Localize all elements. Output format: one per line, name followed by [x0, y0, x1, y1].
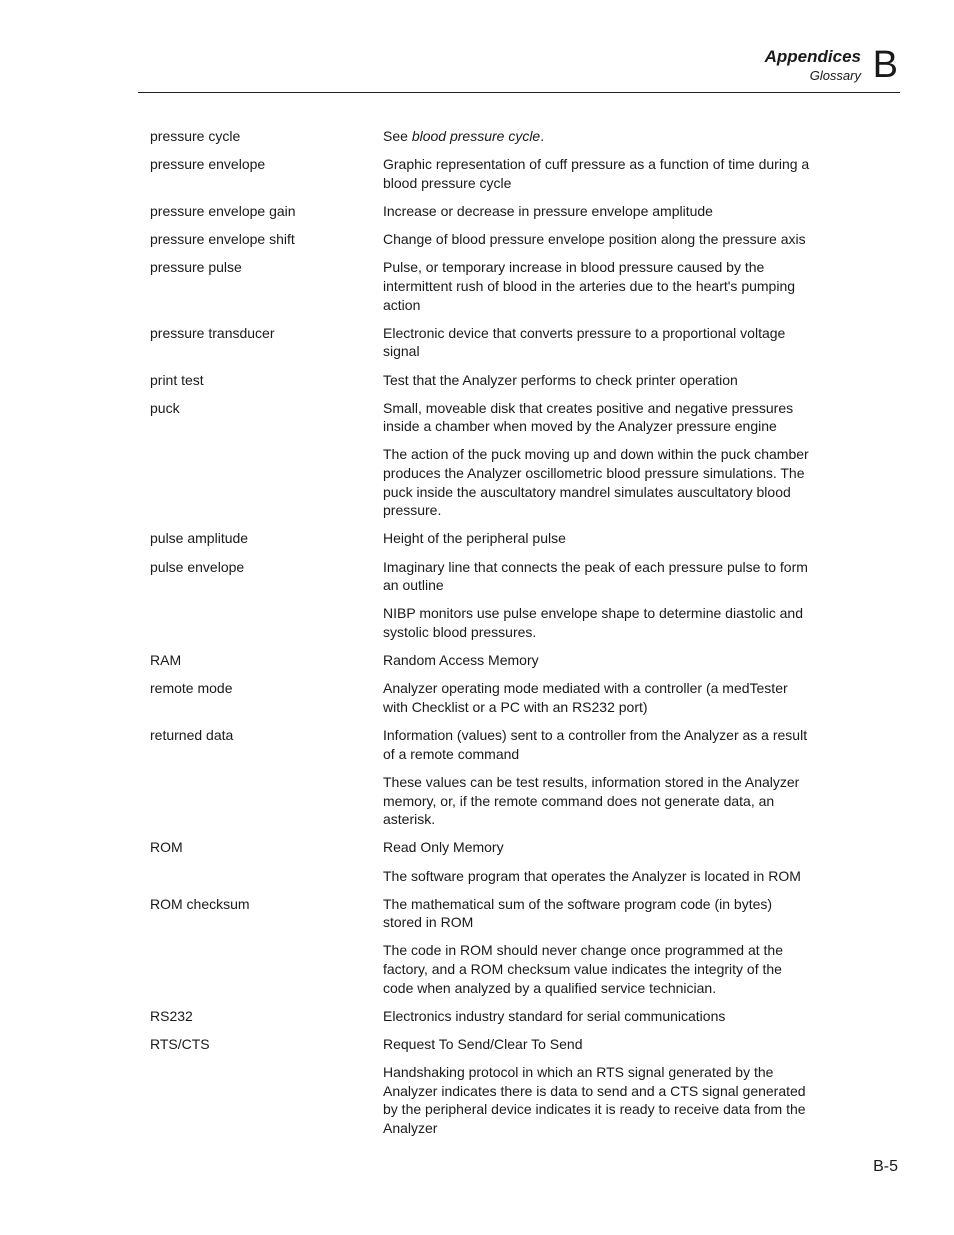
glossary-definitions: [383, 558, 813, 652]
glossary-entry: [150, 1035, 820, 1147]
glossary-term: pressure envelope: [150, 156, 266, 173]
glossary-term: pulse envelope: [150, 558, 245, 575]
glossary-term: RAM: [150, 652, 182, 669]
glossary-entry: [150, 895, 820, 1007]
glossary-definitions: [383, 258, 813, 323]
glossary-term: pressure envelope shift: [150, 231, 295, 248]
glossary-term: RTS/CTS: [150, 1036, 210, 1053]
glossary-definitions: [383, 155, 813, 202]
glossary-term: pressure transducer: [150, 324, 275, 341]
glossary-definitions: [383, 202, 813, 230]
glossary-entry: [150, 679, 820, 726]
glossary-definition: Change of blood pressure envelope position along the pressure axis: [383, 231, 806, 248]
glossary-definition: Test that the Analyzer performs to check printer operation: [383, 371, 738, 388]
glossary-definition: Graphic representation of cuff pressure as a function of time during a blood pressure cycle: [383, 156, 810, 191]
glossary-entry: [150, 529, 820, 557]
glossary-definition: [383, 127, 813, 146]
glossary-definition: Electronics industry standard for serial communications: [383, 1007, 726, 1024]
glossary-term: RS232: [150, 1007, 193, 1024]
glossary-definition: NIBP monitors use pulse envelope shape to determine diastolic and systolic blood pressures.: [383, 605, 803, 640]
glossary-entry: [150, 258, 820, 323]
header-text: [765, 47, 861, 84]
glossary-definition: Increase or decrease in pressure envelope amplitude: [383, 202, 713, 219]
glossary-entry: [150, 1007, 820, 1035]
glossary-term: ROM: [150, 839, 183, 856]
glossary-term: pressure cycle: [150, 128, 241, 144]
page-header: [138, 40, 900, 93]
glossary-definitions: [383, 895, 813, 1007]
glossary-definition: Height of the peripheral pulse: [383, 530, 566, 547]
glossary-definitions: [383, 838, 813, 894]
glossary-term: returned data: [150, 727, 234, 744]
glossary-entry: [150, 651, 820, 679]
glossary-definition: Small, moveable disk that creates positive and negative pressures inside a chamber when moved by the Analyzer pressure engine: [383, 399, 794, 435]
header-title: Appendices: [764, 47, 861, 66]
glossary-definition: Handshaking protocol in which an RTS signal generated by the Analyzer indicates there is data to send and a CTS signal generated by the peripheral device indicates it is ready to receive data from the Analyzer: [383, 1064, 806, 1136]
glossary-entry: [150, 371, 820, 399]
glossary-definition: Imaginary line that connects the peak of each pressure pulse to form an outline: [383, 558, 808, 594]
glossary-term: pressure pulse: [150, 259, 242, 276]
glossary-entry: [150, 230, 820, 258]
glossary-entry: [150, 127, 820, 155]
glossary-definition: Electronic device that converts pressure to a proportional voltage signal: [383, 324, 786, 360]
glossary-definition: Random Access Memory: [383, 652, 539, 669]
glossary-definitions: [383, 529, 813, 557]
glossary-term: pressure envelope gain: [150, 202, 296, 219]
glossary-definition: Read Only Memory: [383, 839, 504, 856]
glossary-term: remote mode: [150, 680, 233, 697]
glossary-entry: [150, 155, 820, 202]
glossary-definition: The mathematical sum of the software program code (in bytes) stored in ROM: [383, 895, 773, 931]
glossary-entry: [150, 838, 820, 894]
glossary-definitions: [383, 1007, 813, 1035]
glossary-entry: [150, 558, 820, 652]
definition-reference: blood pressure cycle: [411, 128, 541, 144]
glossary-definitions: [383, 726, 813, 838]
appendix-letter: B: [872, 44, 898, 86]
definition-prefix: See: [383, 128, 412, 144]
glossary-entry: [150, 202, 820, 230]
glossary-list: [150, 127, 820, 1147]
glossary-definition: Analyzer operating mode mediated with a controller (a medTester with Checklist or a PC with an RS232 port): [383, 680, 788, 715]
glossary-entry: [150, 324, 820, 371]
glossary-term: pulse amplitude: [150, 530, 249, 547]
glossary-definitions: [383, 230, 813, 258]
glossary-definition: Information (values) sent to a controller from the Analyzer as a result of a remote command: [383, 727, 808, 762]
glossary-definition: The code in ROM should never change once programmed at the factory, and a ROM checksum value indicates the integrity of the code when analyzed by a qualified service technician.: [383, 942, 784, 996]
glossary-definitions: [383, 679, 813, 726]
glossary-definitions: [383, 651, 813, 679]
glossary-definitions: [383, 399, 813, 530]
glossary-definition: Request To Send/Clear To Send: [383, 1036, 583, 1053]
glossary-definition: These values can be test results, information stored in the Analyzer memory, or, if the remote command does not generate data, an asterisk.: [383, 773, 800, 828]
glossary-term: ROM checksum: [150, 895, 250, 912]
glossary-definition: The software program that operates the Analyzer is located in ROM: [383, 867, 801, 884]
glossary-entry: [150, 726, 820, 838]
glossary-definitions: [383, 371, 813, 399]
glossary-definition: Pulse, or temporary increase in blood pressure caused by the intermittent rush of blood in the arteries due to the heart's pumping action: [383, 259, 796, 313]
glossary-entry: [150, 399, 820, 530]
glossary-definitions: [383, 324, 813, 371]
glossary-definitions: [383, 127, 813, 155]
definition-suffix: .: [540, 128, 545, 144]
glossary-term: print test: [150, 371, 204, 388]
glossary-definition: The action of the puck moving up and down within the puck chamber produces the Analyzer oscillometric blood pressure simulations. The puck inside the auscultatory mandrel simulates auscultatory blood pressure.: [383, 446, 809, 519]
header-subtitle: Glossary: [809, 68, 861, 83]
page-number: B-5: [873, 1158, 898, 1175]
glossary-term: puck: [150, 399, 180, 416]
glossary-definitions: [383, 1035, 813, 1147]
